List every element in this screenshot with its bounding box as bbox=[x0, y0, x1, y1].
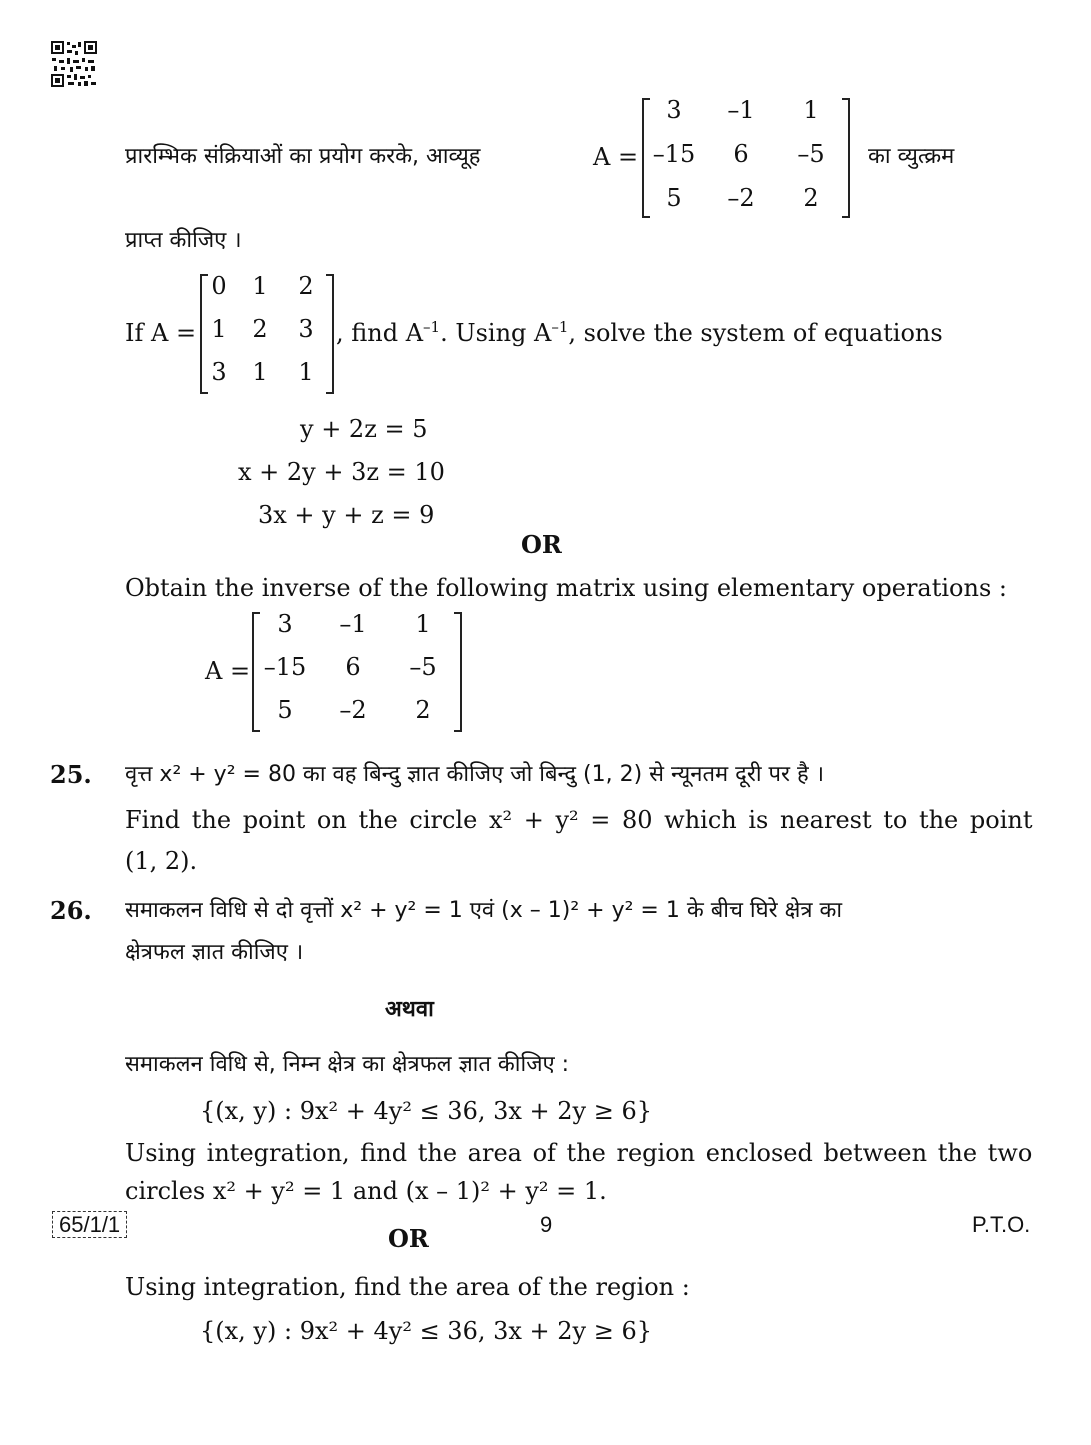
question-26-number: 26. bbox=[50, 896, 92, 925]
matrix-cell: 2 bbox=[415, 696, 431, 724]
paper-code: 65/1/1 bbox=[52, 1212, 127, 1238]
matrix-cell: –2 bbox=[339, 696, 367, 724]
if-a-label: If A = bbox=[125, 319, 197, 347]
equation-1: y + 2z = 5 bbox=[300, 415, 428, 443]
q24-hindi-line-1: प्रारम्भिक संक्रियाओं का प्रयोग करके, आव्यूह bbox=[125, 144, 481, 169]
matrix-cell: 1 bbox=[252, 272, 268, 300]
matrix-a-system bbox=[202, 272, 328, 386]
matrix-cell: 5 bbox=[666, 184, 682, 212]
q24-hindi-line-1-end: का व्युत्क्रम bbox=[868, 144, 955, 169]
matrix-cell: 3 bbox=[666, 96, 682, 124]
matrix-cell: 1 bbox=[298, 358, 314, 386]
obtain-inverse-text: Obtain the inverse of the following matrix using elementary operations : bbox=[125, 574, 1007, 602]
question-25-number: 25. bbox=[50, 760, 92, 789]
q26-hindi-line-1: समाकलन विधि से दो वृत्तों x² + y² = 1 एवं (x – 1)² + y² = 1 के बीच घिरे क्षेत्र का bbox=[125, 898, 843, 923]
qr-code-icon bbox=[50, 40, 98, 88]
matrix-cell: –5 bbox=[797, 140, 825, 168]
please-turn-over: P.T.O. bbox=[972, 1212, 1031, 1237]
q24-hindi-line-2: प्राप्त कीजिए । bbox=[125, 228, 242, 253]
q25-english-line-2: (1, 2). bbox=[125, 847, 198, 875]
matrix-cell: 1 bbox=[211, 315, 227, 343]
matrix-cell: 6 bbox=[733, 140, 749, 168]
q25-english-line-1: Find the point on the circle x² + y² = 80 which is nearest to the point bbox=[125, 806, 1033, 834]
equation-2: x + 2y + 3z = 10 bbox=[238, 458, 445, 486]
athva-separator: अथवा bbox=[385, 997, 434, 1022]
matrix-cell: 1 bbox=[415, 610, 431, 638]
or-separator-1: OR bbox=[521, 530, 562, 559]
matrix-cell: 2 bbox=[298, 272, 314, 300]
q26-hindi-line-2: क्षेत्रफल ज्ञात कीजिए । bbox=[125, 940, 304, 965]
matrix-a-hindi bbox=[644, 96, 844, 212]
q26-english-alt: Using integration, find the area of the region : bbox=[125, 1273, 690, 1301]
matrix-cell: –15 bbox=[263, 653, 307, 681]
matrix-cell: –2 bbox=[727, 184, 755, 212]
region-set-hindi: {(x, y) : 9x² + 4y² ≤ 36, 3x + 2y ≥ 6} bbox=[200, 1097, 653, 1125]
region-set-english: {(x, y) : 9x² + 4y² ≤ 36, 3x + 2y ≥ 6} bbox=[200, 1317, 653, 1345]
matrix-cell: 5 bbox=[277, 696, 293, 724]
q26-english-line-1: Using integration, find the area of the region enclosed between the two bbox=[125, 1139, 1033, 1167]
matrix-cell: –5 bbox=[409, 653, 437, 681]
page-number: 9 bbox=[540, 1212, 553, 1237]
q26-hindi-alt: समाकलन विधि से, निम्न क्षेत्र का क्षेत्रफल ज्ञात कीजिए : bbox=[125, 1052, 570, 1077]
matrix-a-label-2: A = bbox=[205, 657, 251, 685]
equation-3: 3x + y + z = 9 bbox=[258, 501, 435, 529]
q26-english-line-2: circles x² + y² = 1 and (x – 1)² + y² = 1. bbox=[125, 1177, 607, 1205]
matrix-cell: 6 bbox=[345, 653, 361, 681]
matrix-cell: 2 bbox=[252, 315, 268, 343]
matrix-cell: 1 bbox=[252, 358, 268, 386]
q25-hindi: वृत्त x² + y² = 80 का वह बिन्दु ज्ञात कीजिए जो बिन्दु (1, 2) से न्यूनतम दूरी पर है । bbox=[125, 762, 825, 787]
matrix-cell: –1 bbox=[727, 96, 755, 124]
matrix-cell: 0 bbox=[211, 272, 227, 300]
or-separator-2: OR bbox=[388, 1224, 429, 1253]
find-inverse-text: , find $A^{-1}$. Using $A^{-1}$, solve the system of equations bbox=[336, 318, 943, 347]
matrix-cell: 3 bbox=[211, 358, 227, 386]
matrix-a-label: A = bbox=[593, 143, 639, 171]
matrix-cell: 2 bbox=[803, 184, 819, 212]
matrix-cell: –15 bbox=[652, 140, 696, 168]
matrix-cell: –1 bbox=[339, 610, 367, 638]
matrix-cell: 3 bbox=[277, 610, 293, 638]
matrix-cell: 3 bbox=[298, 315, 314, 343]
matrix-a-english bbox=[254, 610, 456, 724]
matrix-cell: 1 bbox=[803, 96, 819, 124]
